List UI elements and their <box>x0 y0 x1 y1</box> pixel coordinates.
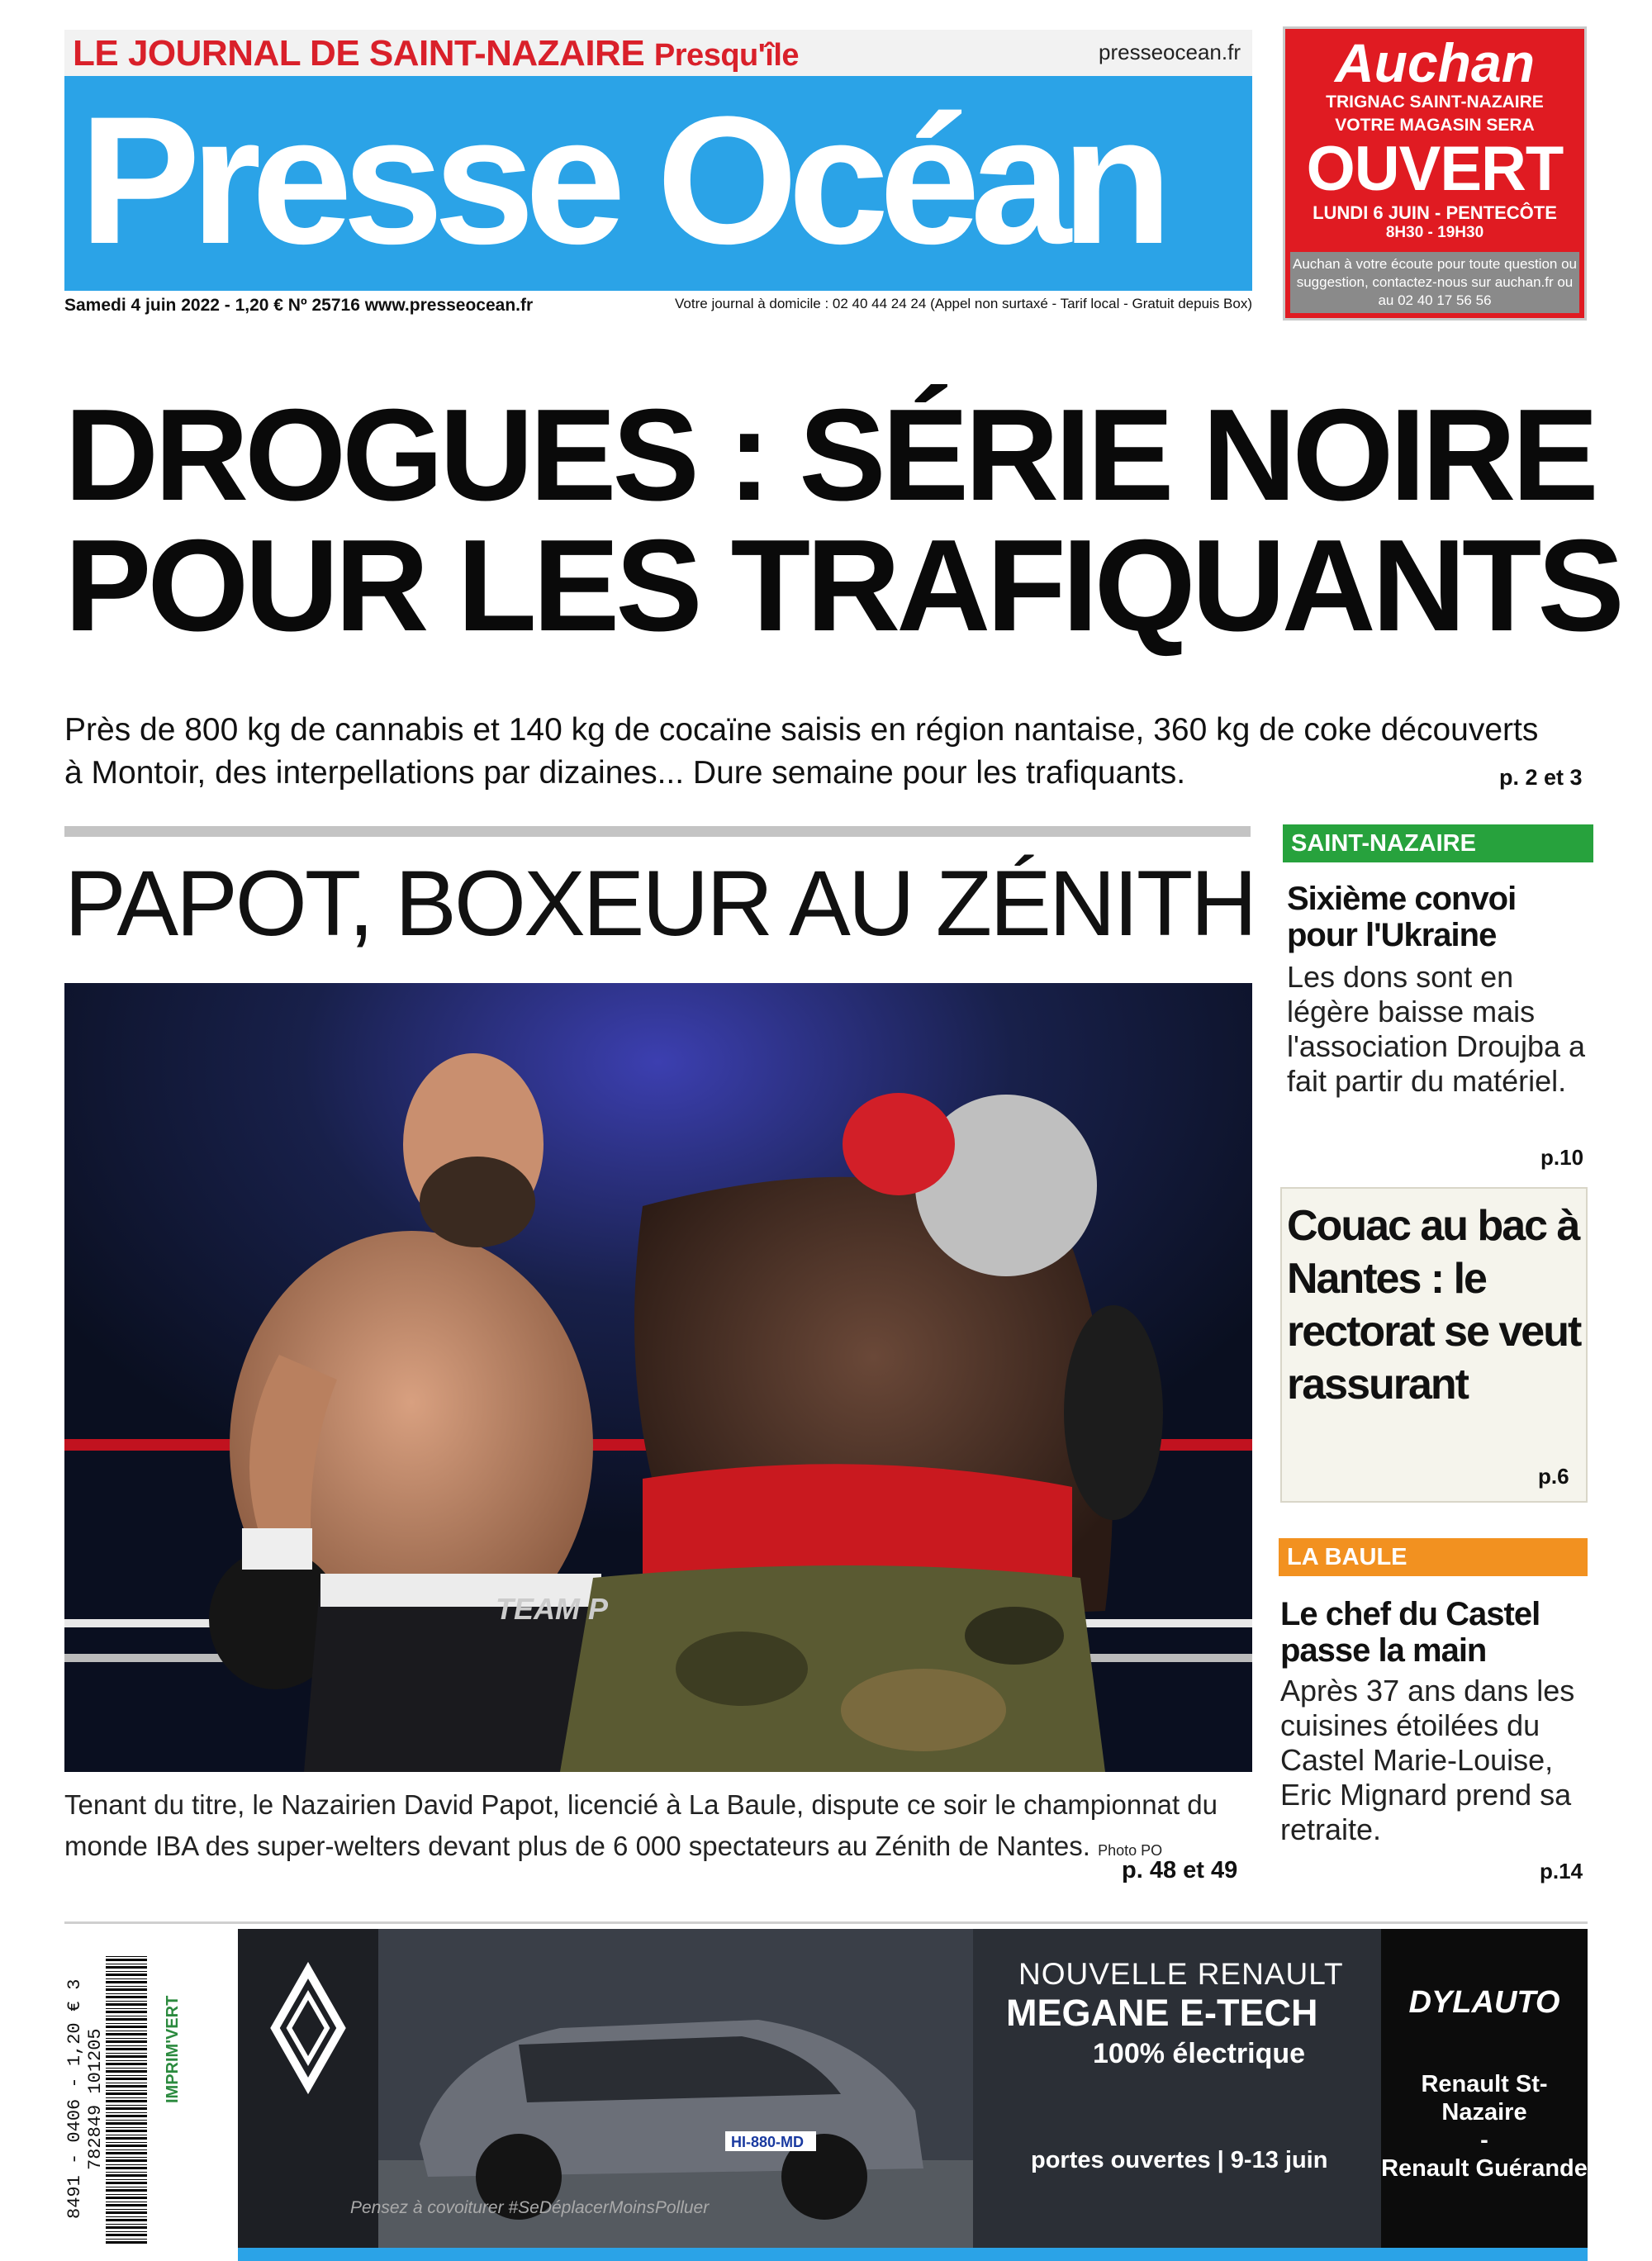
edition-band <box>64 30 1252 76</box>
auchan-line: VOTRE MAGASIN SERA <box>1335 116 1535 135</box>
barcode-number: 8491 - 0406 - 1,20 € 3 782849 101205 <box>64 1978 106 2220</box>
masthead <box>64 76 1252 291</box>
tag-saint-nazaire[interactable]: SAINT-NAZAIRE <box>1283 824 1593 862</box>
caption-text: Tenant du titre, le Nazairien David Papot, licencié à La Baule, dispute ce soir le championnat du monde IBA des super-welters devant plus de 6 000 spectateurs au Zénith de Nantes. <box>64 1789 1218 1861</box>
section-rule <box>64 826 1251 837</box>
headline-deck: Près de 800 kg de cannabis et 140 kg de cocaïne saisis en région nantaise, 360 kg de coke découverts à Montoir, des interpellations par dizaines... Dure semaine pour les trafiquants. <box>64 712 1539 791</box>
barcode-area <box>64 1930 213 2252</box>
auchan-date: LUNDI 6 JUIN - PENTECÔTE <box>1313 202 1557 223</box>
couac-page-ref: p.6 <box>1538 1464 1569 1489</box>
edition-label: LE JOURNAL DE SAINT-NAZAIRE Presqu'île <box>73 33 800 74</box>
dylauto-panel <box>1381 1929 1588 2248</box>
auchan-logo: Auchan <box>1334 32 1536 93</box>
castel-page-ref: p.14 <box>1540 1859 1583 1883</box>
site-separator: - <box>1480 2127 1488 2154</box>
shorts-text: TEAM P <box>496 1592 609 1626</box>
auchan-ad[interactable] <box>1283 26 1587 321</box>
renault-line1: NOUVELLE RENAULT <box>1018 1957 1344 1991</box>
site-st-nazaire: Renault St-Nazaire <box>1421 2071 1548 2126</box>
boxing-illustration <box>64 983 1252 1772</box>
dylauto-sites <box>1381 2070 1588 2183</box>
headline-page-ref: p. 2 et 3 <box>1499 765 1583 790</box>
renault-slogan: Pensez à covoiturer #SeDéplacerMoinsPolluer <box>350 2198 710 2217</box>
date-price: Samedi 4 juin 2022 - 1,20 € Nº 25716 www.presseocean.fr <box>64 296 534 315</box>
auchan-open: OUVERT <box>1306 134 1564 204</box>
newspaper-name: Presse Océan <box>79 78 1163 282</box>
sport-page-ref: p. 48 et 49 <box>1122 1857 1238 1883</box>
barcode <box>106 1955 147 2244</box>
couac-story-title[interactable]: Couac au bac à Nantes : le rectorat se veut rassurant <box>1287 1202 1581 1408</box>
tag-la-baule[interactable]: LA BAULE <box>1279 1538 1588 1576</box>
ukraine-page-ref: p.10 <box>1540 1145 1584 1170</box>
bottom-blue-band <box>238 2248 1588 2261</box>
sport-title: PAPOT, BOXEUR AU ZÉNITH <box>64 852 1256 955</box>
castel-story-title[interactable]: Le chef du Castel passe la main <box>1280 1596 1540 1669</box>
car-plate: HI-880-MD <box>731 2134 805 2150</box>
dylauto-logo: DYLAUTO <box>1408 1985 1560 2020</box>
home-delivery: Votre journal à domicile : 02 40 44 24 24 (Appel non surtaxé - Tarif local - Gratuit depuis Box) <box>675 296 1252 311</box>
auchan-contact: Auchan à votre écoute pour toute question ou suggestion, contactez-nous sur auchan.fr ou au 02 40 17 56 56 <box>1290 252 1579 313</box>
boxing-photo <box>64 983 1252 1772</box>
renault-line3: 100% électrique <box>1093 2038 1306 2069</box>
site-guerande: Renault Guérande <box>1381 2155 1588 2182</box>
castel-story-text: Après 37 ans dans les cuisines étoilées du Castel Marie-Louise, Eric Mignard prend sa retraite. <box>1280 1674 1575 1846</box>
renault-line2: MEGANE E-TECH <box>1006 1992 1318 2034</box>
dateline <box>64 296 1252 321</box>
renault-ad[interactable] <box>238 1929 1588 2248</box>
ukraine-story-title[interactable]: Sixième convoi pour l'Ukraine <box>1287 881 1517 953</box>
renault-portes-ouvertes: portes ouvertes | 9-13 juin <box>1031 2147 1328 2173</box>
auchan-store: TRIGNAC SAINT-NAZAIRE <box>1326 93 1544 112</box>
photo-credit: Photo PO <box>1098 1842 1163 1859</box>
imprim-vert-label: IMPRIM'VERT <box>164 1995 182 2103</box>
auchan-hours: 8H30 - 19H30 <box>1385 224 1484 241</box>
main-headline <box>64 382 1621 658</box>
bottom-rule <box>64 1921 1588 1924</box>
photo-caption <box>64 1784 1254 1871</box>
headline-line-1: DROGUES : SÉRIE NOIRE <box>64 382 1595 528</box>
headline-line-2: POUR LES TRAFIQUANTS <box>64 513 1621 658</box>
site-url[interactable]: presseocean.fr <box>1099 40 1241 64</box>
ukraine-story-text: Les dons sont en légère baisse mais l'association Droujba a fait partir du matériel. <box>1287 960 1586 1098</box>
